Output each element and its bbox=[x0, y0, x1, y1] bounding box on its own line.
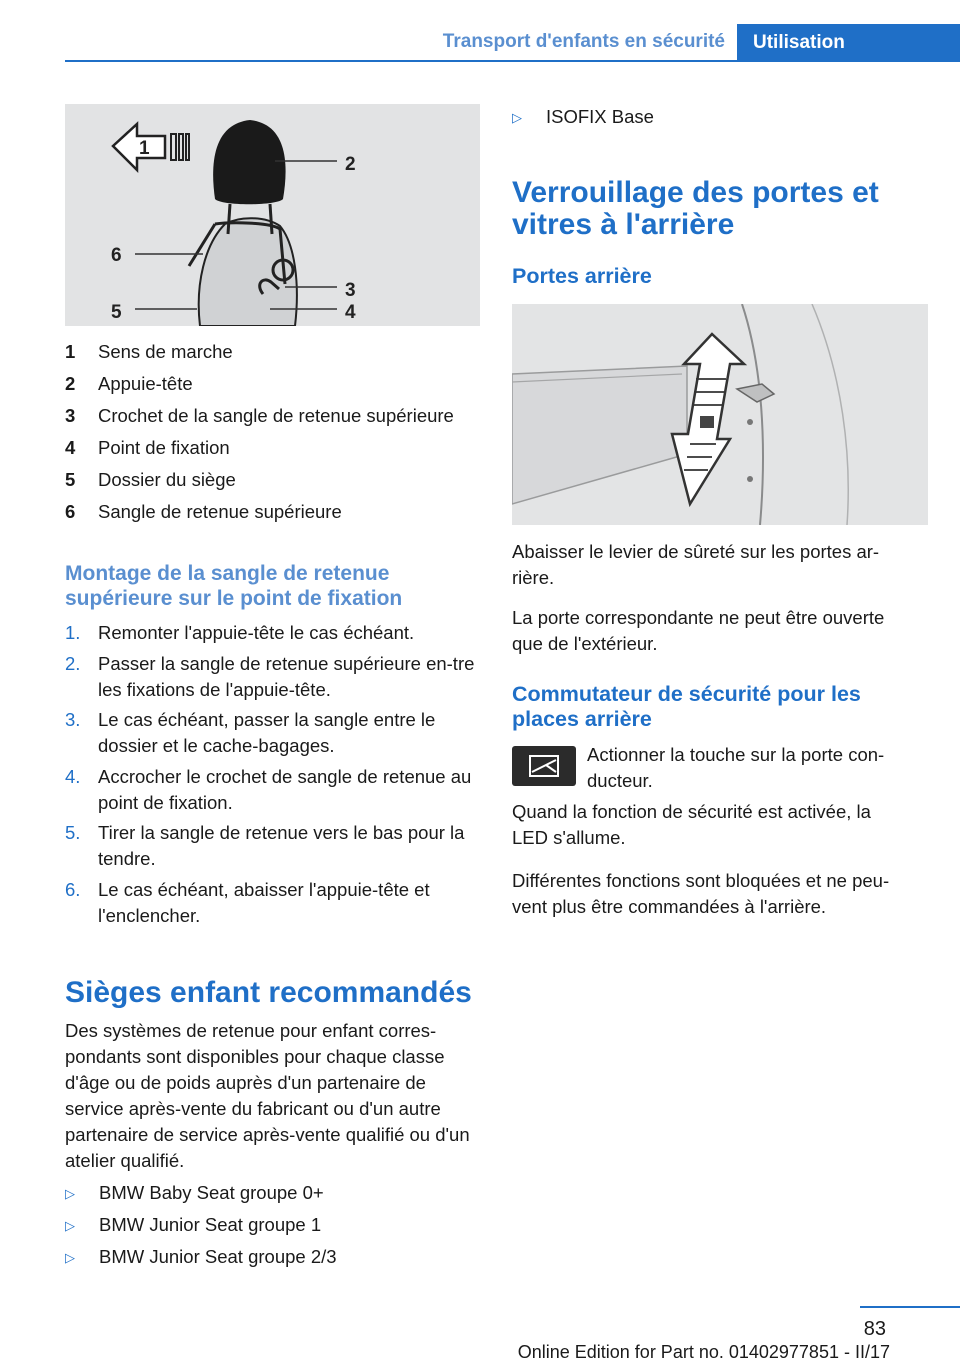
step-text: Remonter l'appuie-tête le cas échéant. bbox=[98, 622, 415, 643]
legend-number: 2 bbox=[65, 373, 76, 394]
step-number: 3. bbox=[65, 709, 81, 730]
securite-paragraph-line1: Quand la fonction de sécurité est activée, la bbox=[512, 801, 871, 822]
triangle-bullet-icon: ▷ bbox=[512, 110, 522, 125]
callout-4: 4 bbox=[345, 302, 356, 323]
header-rule bbox=[65, 60, 960, 62]
verrouillage-heading-line1: Verrouillage des portes et bbox=[512, 176, 879, 209]
fonctions-paragraph bbox=[512, 868, 942, 920]
legend-text: Dossier du siège bbox=[98, 469, 236, 490]
step-number: 6. bbox=[65, 879, 81, 900]
running-header-chapter: Utilisation bbox=[737, 24, 960, 62]
step-text: Accrocher le crochet de sangle de retenue au point de fixation. bbox=[98, 766, 472, 813]
rear-door-illustration bbox=[512, 304, 928, 525]
verrouillage-heading bbox=[512, 177, 952, 241]
bullet-text: BMW Junior Seat groupe 2/3 bbox=[99, 1246, 337, 1267]
legend-text: Appuie-tête bbox=[98, 373, 193, 394]
legend-number: 3 bbox=[65, 405, 76, 426]
verrouillage-heading-line2: vitres à l'arrière bbox=[512, 208, 735, 241]
montage-heading-line2: supérieure sur le point de fixation bbox=[65, 587, 403, 610]
commutateur-instruction-line1: Actionner la touche sur la porte con- bbox=[587, 744, 885, 765]
step-number: 2. bbox=[65, 653, 81, 674]
legend-number: 4 bbox=[65, 437, 76, 458]
triangle-bullet-icon: ▷ bbox=[65, 1218, 75, 1233]
portes-paragraph-1 bbox=[512, 539, 932, 591]
montage-step bbox=[65, 620, 480, 646]
running-header-section: Transport d'enfants en sécurité bbox=[442, 31, 725, 52]
securite-paragraph bbox=[512, 799, 932, 851]
bullet-text: BMW Junior Seat groupe 1 bbox=[99, 1214, 322, 1235]
securite-paragraph-line2: LED s'allume. bbox=[512, 827, 626, 848]
bullet-text: ISOFIX Base bbox=[546, 106, 654, 127]
legend-text: Point de fixation bbox=[98, 437, 230, 458]
portes-paragraph-1-line1: Abaisser le levier de sûreté sur les portes ar- bbox=[512, 541, 880, 562]
sieges-paragraph: Des systèmes de retenue pour enfant corres-pondants sont disponibles pour chaque classe d'âge ou de poids auprès d'un partenaire de service après-vente du fabricant ou d'un autre partenaire de service après-vente qualifié ou d'un atelier qualifié. bbox=[65, 1020, 470, 1171]
legend-text: Sangle de retenue supérieure bbox=[98, 501, 342, 522]
step-text: Tirer la sangle de retenue vers le bas pour la tendre. bbox=[98, 822, 465, 869]
child-lock-switch-icon bbox=[512, 746, 576, 786]
step-text: Le cas échéant, abaisser l'appuie-tête et l'enclencher. bbox=[98, 879, 430, 926]
bullet-text: BMW Baby Seat groupe 0+ bbox=[99, 1182, 324, 1203]
callout-6: 6 bbox=[111, 245, 122, 266]
triangle-bullet-icon: ▷ bbox=[65, 1186, 75, 1201]
edition-note: Online Edition for Part no. 01402977851 - II/17 bbox=[517, 1342, 890, 1362]
fonctions-paragraph-line2: vent plus être commandées à l'arrière. bbox=[512, 896, 827, 917]
step-number: 4. bbox=[65, 766, 81, 787]
sieges-heading: Sièges enfant recommandés bbox=[65, 976, 472, 1009]
callout-5: 5 bbox=[111, 302, 122, 323]
portes-paragraph-2 bbox=[512, 605, 932, 657]
commutateur-instruction-line2: ducteur. bbox=[587, 770, 653, 791]
step-text: Le cas échéant, passer la sangle entre le dossier et le cache-bagages. bbox=[98, 709, 436, 756]
callout-3: 3 bbox=[345, 280, 356, 301]
legend-text: Crochet de la sangle de retenue supérieure bbox=[98, 405, 454, 426]
commutateur-heading-line2: places arrière bbox=[512, 707, 652, 731]
footer-rule bbox=[860, 1306, 960, 1308]
portes-paragraph-2-line2: que de l'extérieur. bbox=[512, 633, 658, 654]
commutateur-heading-line1: Commutateur de sécurité pour les bbox=[512, 682, 861, 706]
montage-heading bbox=[65, 561, 480, 611]
montage-step bbox=[65, 764, 480, 816]
montage-step bbox=[65, 877, 480, 929]
portes-paragraph-2-line1: La porte correspondante ne peut être ouverte bbox=[512, 607, 885, 628]
step-text: Passer la sangle de retenue supérieure en-tre les fixations de l'appuie-tête. bbox=[98, 653, 475, 700]
legend-number: 1 bbox=[65, 341, 76, 362]
montage-step bbox=[65, 707, 480, 759]
commutateur-heading bbox=[512, 682, 932, 732]
callout-2: 2 bbox=[345, 154, 356, 175]
fonctions-paragraph-line1: Différentes fonctions sont bloquées et ne peu- bbox=[512, 870, 890, 891]
rear-door-figure bbox=[512, 304, 928, 525]
montage-step bbox=[65, 651, 480, 703]
montage-heading-line1: Montage de la sangle de retenue bbox=[65, 562, 390, 585]
callout-1: 1 bbox=[139, 138, 150, 159]
step-number: 5. bbox=[65, 822, 81, 843]
top-tether-illustration bbox=[65, 104, 480, 326]
legend-text: Sens de marche bbox=[98, 341, 233, 362]
portes-paragraph-1-line2: rière. bbox=[512, 567, 555, 588]
commutateur-instruction bbox=[587, 742, 932, 794]
legend-number: 5 bbox=[65, 469, 76, 490]
step-number: 1. bbox=[65, 622, 81, 643]
page-number: 83 bbox=[863, 1318, 886, 1340]
top-tether-figure bbox=[65, 104, 480, 326]
legend-number: 6 bbox=[65, 501, 76, 522]
portes-heading: Portes arrière bbox=[512, 264, 652, 288]
montage-step bbox=[65, 820, 480, 872]
triangle-bullet-icon: ▷ bbox=[65, 1250, 75, 1265]
